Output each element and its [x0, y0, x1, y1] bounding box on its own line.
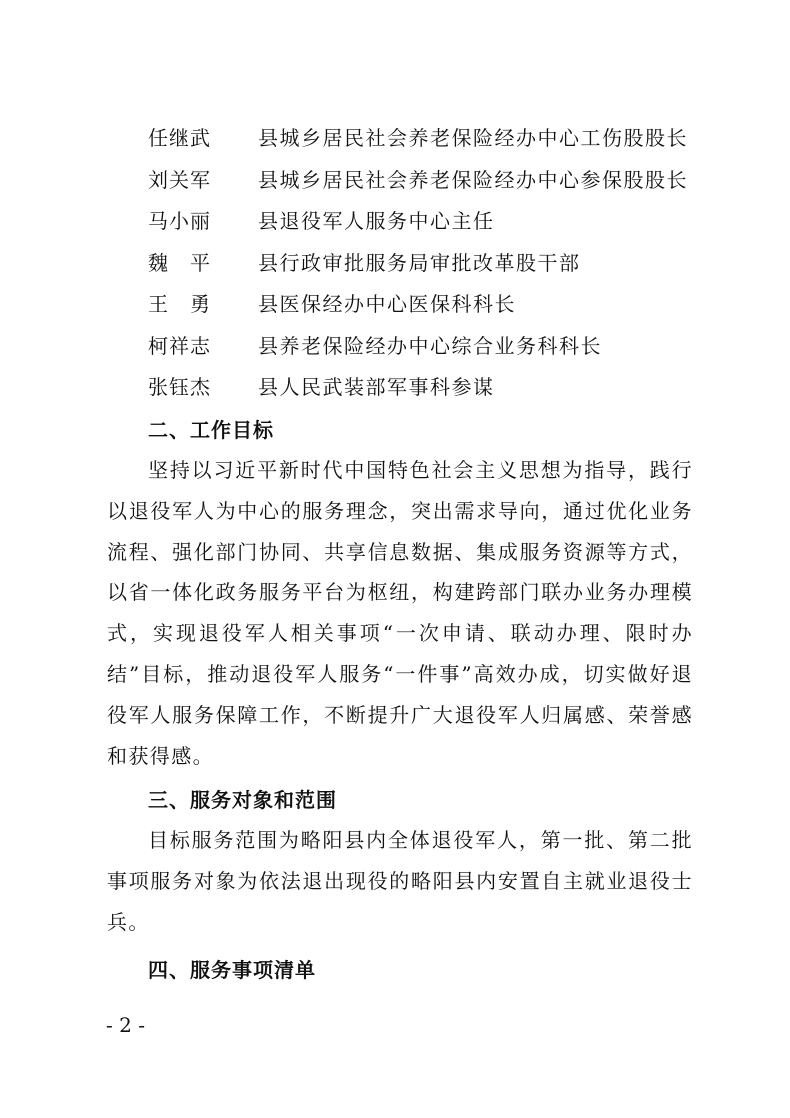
section-body-goals: 坚持以习近平新时代中国特色社会主义思想为指导，践行以退役军人为中心的服务理念，突出需求导向，通过优化业务流程、强化部门协同、共享信息数据、集成服务资源等方式，以省一体化政务服务平台为枢纽，构建跨部门联办业务办理模式，实现退役军人相关事项“一次申请、联动办理、限时办结”目标，推动退役军人服务“一件事”高效办成，切实做好退役军人服务保障工作，不断提升广大退役军人归属感、荣誉感和获得感。	[107, 458, 693, 768]
staff-row	[148, 284, 748, 326]
staff-name: 任继武	[148, 126, 211, 150]
staff-title: 县医保经办中心医保科科长	[258, 292, 516, 316]
staff-title: 县城乡居民社会养老保险经办中心参保股股长	[258, 167, 688, 192]
staff-row	[148, 118, 748, 160]
staff-title: 县城乡居民社会养老保险经办中心工伤股股长	[258, 126, 688, 150]
section-heading-scope: 三、服务对象和范围	[148, 788, 337, 812]
staff-title: 县人民武装部军事科参谋	[258, 375, 495, 399]
staff-row	[148, 160, 748, 202]
staff-name: 魏 平	[148, 250, 211, 275]
section-body-scope: 目标服务范围为略阳县内全体退役军人，第一批、第二批事项服务对象为依法退出现役的略阳县内安置自主就业退役士兵。	[107, 828, 693, 934]
staff-title: 县养老保险经办中心综合业务科科长	[258, 333, 602, 358]
staff-row	[148, 243, 748, 285]
staff-name: 王 勇	[148, 292, 211, 316]
staff-list	[148, 118, 748, 409]
staff-title: 县退役军人服务中心主任	[258, 209, 495, 233]
section-heading-service-list: 四、服务事项清单	[148, 958, 316, 982]
staff-title: 县行政审批服务局审批改革股干部	[258, 250, 581, 275]
staff-name: 张钰杰	[148, 375, 211, 399]
staff-row	[148, 367, 748, 409]
staff-row	[148, 201, 748, 243]
staff-row	[148, 326, 748, 368]
section-heading-goals: 二、工作目标	[148, 418, 274, 442]
staff-name: 刘关军	[148, 167, 211, 192]
staff-name: 柯祥志	[148, 333, 211, 358]
page-number: - 2 -	[106, 1013, 145, 1037]
staff-name: 马小丽	[148, 209, 211, 233]
